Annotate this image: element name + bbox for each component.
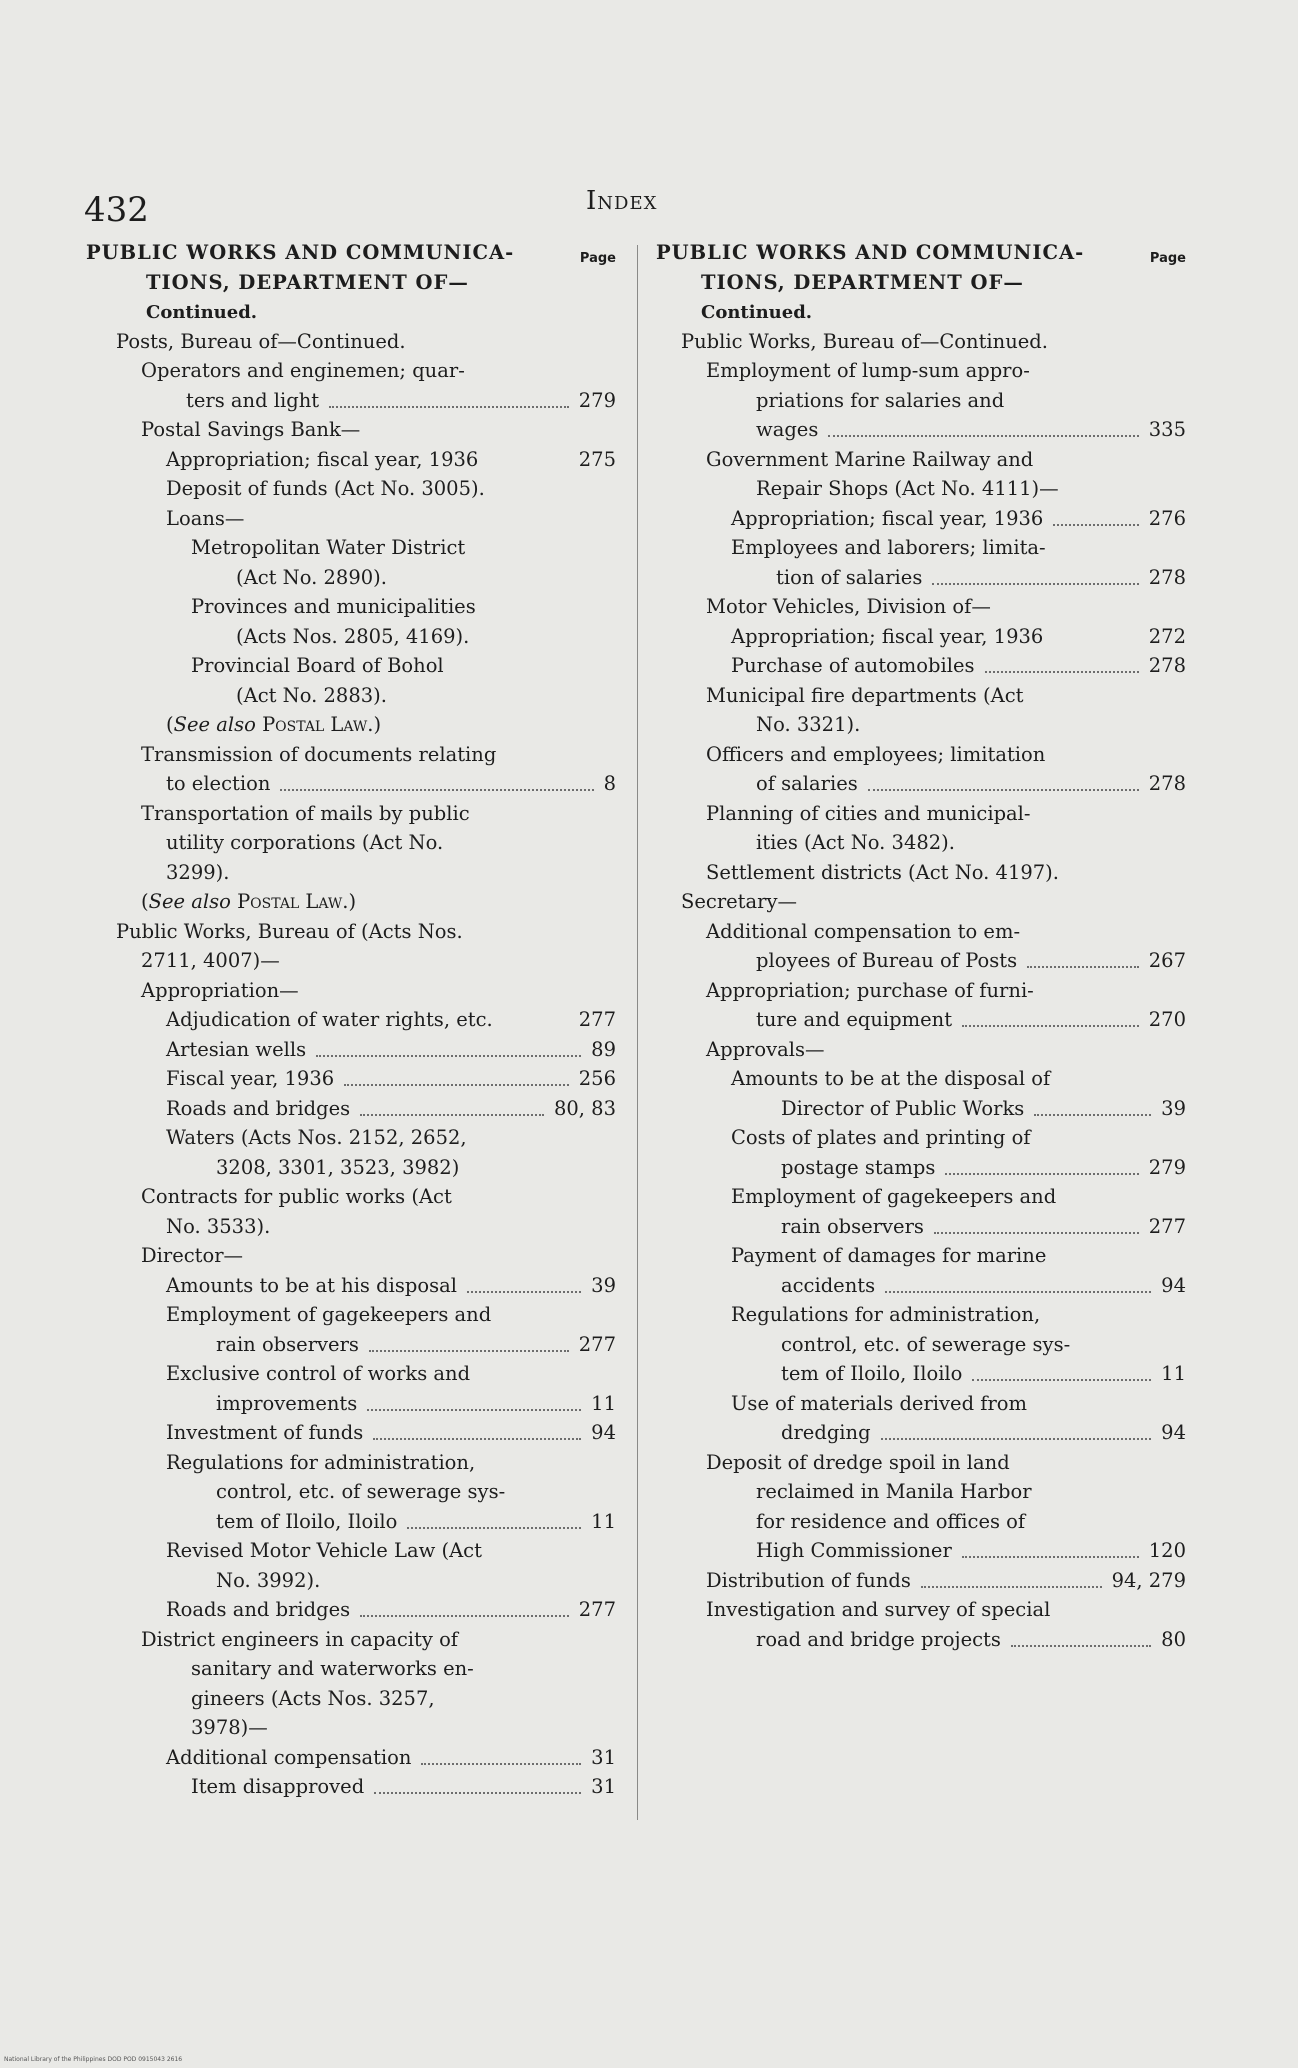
page-reference: 277: [578, 1598, 616, 1621]
index-line: [656, 592, 1186, 622]
dot-leader: [467, 1291, 581, 1293]
index-line: [656, 828, 1186, 858]
page-reference: 256: [578, 1067, 616, 1090]
entry-text: ployees of Bureau of Posts: [756, 949, 1018, 972]
entry-text: Employment of gagekeepers and: [731, 1185, 1057, 1208]
entry-text: Investigation and survey of special: [706, 1598, 1051, 1621]
entry-text: Roads and bridges: [166, 1598, 351, 1621]
page-reference: 120: [1148, 1539, 1186, 1562]
entry-text: 3978)—: [191, 1716, 268, 1739]
entry-text: utility corporations (Act No.: [166, 831, 444, 854]
index-line: [656, 1566, 1186, 1596]
entry-text: Continued.: [701, 302, 813, 323]
entry-text: Repair Shops (Act No. 4111)—: [756, 477, 1059, 500]
index-line: [656, 268, 1186, 298]
entry-text: tem of Iloilo, Iloilo: [216, 1509, 398, 1533]
index-line: [86, 563, 616, 593]
index-line: [656, 1536, 1186, 1566]
index-line: [86, 1684, 616, 1714]
entry-text: (Acts Nos. 2805, 4169).: [236, 624, 470, 648]
scan-footer: National Library of the Philippines DOD POD 0915043 2616: [4, 2056, 183, 2063]
index-line: [86, 1595, 616, 1625]
index-line: [656, 1005, 1186, 1035]
index-line: [86, 1153, 616, 1183]
entry-text: No. 3321).: [756, 713, 861, 736]
dot-leader: [962, 1556, 1139, 1558]
entry-text: Distribution of funds: [706, 1568, 911, 1592]
dot-leader: [934, 1232, 1139, 1234]
index-line: [86, 651, 616, 681]
index-line: [656, 1389, 1186, 1419]
entry-text: TIONS, DEPARTMENT OF—: [701, 270, 1024, 294]
page-reference: 39: [1161, 1096, 1186, 1120]
index-line: [656, 917, 1186, 947]
dot-leader: [316, 1055, 581, 1057]
entry-text: Item disapproved: [191, 1775, 365, 1798]
index-line: [656, 386, 1186, 416]
index-line: [656, 356, 1186, 386]
index-line: [656, 1477, 1186, 1507]
entry-text: Settlement districts (Act No. 4197).: [706, 860, 1059, 884]
entry-text: Motor Vehicles, Division of—: [706, 595, 991, 618]
dot-leader: [868, 789, 1139, 791]
index-line: [86, 1212, 616, 1242]
index-line: [656, 740, 1186, 770]
index-line: [656, 946, 1186, 976]
index-line: [656, 1625, 1186, 1655]
index-line: [86, 740, 616, 770]
index-line: [86, 1300, 616, 1330]
index-line: [86, 828, 616, 858]
dot-leader: [1027, 966, 1139, 968]
index-line: [656, 1064, 1186, 1094]
entry-text: for residence and offices of: [756, 1509, 1026, 1533]
entry-text: Additional compensation: [166, 1745, 412, 1769]
entry-text: Operators and enginemen; quar-: [141, 359, 465, 382]
index-line: [656, 976, 1186, 1006]
entry-text: High Commissioner: [756, 1539, 952, 1562]
entry-text: Approvals—: [706, 1037, 825, 1061]
index-line: [656, 1182, 1186, 1212]
entry-text: postage stamps: [781, 1155, 936, 1179]
index-line: [86, 474, 616, 504]
index-line: [86, 1625, 616, 1655]
entry-text: Secretary—: [681, 890, 797, 913]
index-line: [656, 1271, 1186, 1301]
index-line: [86, 681, 616, 711]
page-reference: 11: [591, 1391, 616, 1415]
index-line: [86, 592, 616, 622]
page-reference: 278: [1148, 772, 1186, 795]
entry-text: PUBLIC WORKS AND COMMUNICA-: [86, 241, 515, 264]
dot-leader: [985, 671, 1139, 673]
index-line: [656, 327, 1186, 357]
dot-leader: [373, 1438, 581, 1440]
page-reference: 272: [1148, 624, 1186, 648]
entry-text: Additional compensation to em-: [706, 919, 1021, 943]
page-reference: 94, 279: [1111, 1568, 1186, 1592]
entry-text: Artesian wells: [166, 1037, 307, 1061]
dot-leader: [1053, 524, 1139, 526]
index-line: [86, 917, 616, 947]
index-line: [86, 445, 616, 475]
entry-text: 3208, 3301, 3523, 3982): [216, 1155, 460, 1179]
entry-text: sanitary and waterworks en-: [191, 1657, 474, 1680]
entry-text: ities (Act No. 3482).: [756, 831, 955, 854]
index-line: [656, 1123, 1186, 1153]
entry-text: improvements: [216, 1391, 358, 1415]
entry-text: Director—: [141, 1244, 244, 1267]
index-line: [86, 1448, 616, 1478]
entry-text: Appropriation; fiscal year, 1936: [731, 624, 1044, 648]
page-column-heading: Page: [1149, 251, 1186, 266]
index-line: [86, 533, 616, 563]
entry-text: Amounts to be at the disposal of: [731, 1067, 1051, 1090]
index-line: [86, 769, 616, 799]
dot-leader: [881, 1438, 1151, 1440]
entry-text: rain observers: [781, 1214, 924, 1238]
entry-text: Appropriation; purchase of furni-: [706, 978, 1034, 1002]
entry-text: Public Works, Bureau of (Acts Nos.: [116, 919, 463, 943]
index-line: [86, 268, 616, 298]
page-reference: 8: [603, 772, 616, 795]
index-line: [656, 297, 1186, 327]
column-divider: [637, 245, 638, 1820]
dot-leader: [932, 583, 1139, 585]
dot-leader: [885, 1291, 1151, 1293]
running-head: Index: [586, 186, 658, 216]
entry-text: No. 3533).: [166, 1214, 271, 1238]
dot-leader: [921, 1586, 1102, 1588]
entry-text: Payment of damages for marine: [731, 1244, 1047, 1267]
entry-text: control, etc. of sewerage sys-: [781, 1332, 1071, 1356]
index-line: [86, 858, 616, 888]
entry-text: road and bridge projects: [756, 1627, 1001, 1651]
page-reference: 278: [1148, 654, 1186, 677]
page-reference: 31: [591, 1775, 616, 1798]
index-line: [656, 1418, 1186, 1448]
index-line: [656, 238, 1186, 268]
index-line: [86, 946, 616, 976]
index-line: [86, 1064, 616, 1094]
page-reference: 94: [1161, 1273, 1186, 1297]
entry-text: Loans—: [166, 506, 245, 530]
entry-text: control, etc. of sewerage sys-: [216, 1480, 506, 1503]
index-line: [656, 1507, 1186, 1537]
index-line: [86, 1389, 616, 1419]
index-line: [86, 1507, 616, 1537]
entry-text: Purchase of automobiles: [731, 654, 975, 677]
index-line: [656, 858, 1186, 888]
entry-text: Director of Public Works: [781, 1096, 1025, 1120]
entry-text: tion of salaries: [776, 565, 923, 589]
index-line: [86, 1241, 616, 1271]
page-reference: 80: [1161, 1627, 1186, 1651]
entry-text: 2711, 4007)—: [141, 949, 280, 972]
index-line: [656, 533, 1186, 563]
entry-text: Government Marine Railway and: [706, 447, 1034, 471]
entry-text: Investment of funds: [166, 1421, 364, 1444]
page-reference: 270: [1148, 1008, 1186, 1031]
page-number: 432: [84, 190, 149, 230]
index-line: [656, 887, 1186, 917]
entry-text: to election: [166, 772, 271, 795]
index-line: [86, 1094, 616, 1124]
dot-leader: [280, 789, 594, 791]
dot-leader: [407, 1527, 581, 1529]
index-line: [656, 1330, 1186, 1360]
index-line: [656, 681, 1186, 711]
index-line: [86, 1713, 616, 1743]
index-line: [656, 563, 1186, 593]
dot-leader: [360, 1114, 544, 1116]
entry-text: Continued.: [146, 302, 258, 323]
index-line: [86, 710, 616, 740]
index-line: [656, 710, 1186, 740]
page-column-heading: Page: [579, 251, 616, 266]
page-reference: 276: [1148, 506, 1186, 530]
index-line: [86, 1477, 616, 1507]
index-line: [656, 1359, 1186, 1389]
entry-text: Use of materials derived from: [731, 1391, 1028, 1415]
entry-text: Transmission of documents relating: [141, 742, 497, 766]
entry-text: Appropriation; fiscal year, 1936: [166, 447, 479, 471]
entry-text: (See also Postal Law.): [166, 713, 382, 736]
entry-text: Exclusive control of works and: [166, 1362, 471, 1385]
index-line: [86, 1772, 616, 1802]
page-reference: 267: [1148, 949, 1186, 972]
index-column-right: [656, 238, 1186, 1654]
entry-text: Adjudication of water rights, etc.: [166, 1008, 493, 1031]
index-line: [86, 1182, 616, 1212]
dot-leader: [374, 1792, 581, 1794]
entry-text: Appropriation—: [141, 978, 299, 1002]
entry-text: ture and equipment: [756, 1008, 953, 1031]
page-reference: 277: [578, 1008, 616, 1031]
entry-text: PUBLIC WORKS AND COMMUNICA-: [656, 241, 1085, 264]
dot-leader: [945, 1173, 1139, 1175]
entry-text: (See also Postal Law.): [141, 890, 357, 913]
entry-text: Provinces and municipalities: [191, 595, 476, 618]
entry-text: gineers (Acts Nos. 3257,: [191, 1686, 435, 1710]
entry-text: Transportation of mails by public: [141, 801, 470, 825]
index-line: [86, 976, 616, 1006]
index-line: [86, 1566, 616, 1596]
index-line: [86, 1123, 616, 1153]
index-line: [86, 327, 616, 357]
entry-text: Municipal fire departments (Act: [706, 683, 1024, 707]
index-line: [656, 474, 1186, 504]
index-line: [656, 1241, 1186, 1271]
entry-text: priations for salaries and: [756, 388, 1005, 412]
page-reference: 278: [1148, 565, 1186, 589]
index-line: [86, 1536, 616, 1566]
index-line: [656, 504, 1186, 534]
entry-text: (Act No. 2890).: [236, 565, 387, 589]
page-reference: 80, 83: [553, 1096, 616, 1120]
page-reference: 11: [1161, 1362, 1186, 1385]
entry-text: Amounts to be at his disposal: [166, 1273, 457, 1297]
entry-text: 3299).: [166, 860, 230, 884]
index-line: [86, 1418, 616, 1448]
entry-text: Appropriation; fiscal year, 1936: [731, 506, 1044, 530]
index-line: [86, 799, 616, 829]
dot-leader: [828, 435, 1139, 437]
entry-text: Waters (Acts Nos. 2152, 2652,: [166, 1126, 467, 1149]
dot-leader: [962, 1025, 1139, 1027]
entry-text: wages: [756, 418, 819, 441]
entry-text: Deposit of funds (Act No. 3005).: [166, 477, 485, 500]
page-reference: 335: [1148, 418, 1186, 441]
index-line: [656, 799, 1186, 829]
entry-text: District engineers in capacity of: [141, 1627, 459, 1651]
page-reference: 279: [578, 388, 616, 412]
entry-text: Officers and employees; limitation: [706, 742, 1046, 766]
dot-leader: [1034, 1114, 1151, 1116]
entry-text: Employment of lump-sum appro-: [706, 359, 1030, 382]
index-line: [656, 415, 1186, 445]
entry-text: rain observers: [216, 1332, 359, 1356]
index-line: [656, 1094, 1186, 1124]
entry-text: No. 3992).: [216, 1568, 321, 1592]
page-reference: 94: [591, 1421, 616, 1444]
dot-leader: [369, 1350, 569, 1352]
index-line: [86, 1271, 616, 1301]
entry-text: dredging: [781, 1421, 871, 1444]
index-line: [86, 1330, 616, 1360]
page-reference: 31: [591, 1745, 616, 1769]
entry-text: reclaimed in Manila Harbor: [756, 1480, 1032, 1503]
index-line: [86, 1654, 616, 1684]
entry-text: Deposit of dredge spoil in land: [706, 1450, 1010, 1474]
index-line: [86, 1005, 616, 1035]
index-line: [86, 1743, 616, 1773]
page-reference: 11: [591, 1509, 616, 1533]
entry-text: Employment of gagekeepers and: [166, 1303, 492, 1326]
index-line: [86, 504, 616, 534]
entry-text: Regulations for administration,: [166, 1450, 476, 1474]
index-line: [86, 297, 616, 327]
index-line: [86, 238, 616, 268]
index-line: [656, 651, 1186, 681]
page-reference: 279: [1148, 1155, 1186, 1179]
index-line: [86, 386, 616, 416]
entry-text: TIONS, DEPARTMENT OF—: [146, 270, 469, 294]
index-line: [86, 887, 616, 917]
entry-text: Posts, Bureau of—Continued.: [116, 329, 406, 353]
index-line: [86, 1359, 616, 1389]
index-line: [86, 415, 616, 445]
entry-text: Regulations for administration,: [731, 1303, 1041, 1326]
index-line: [656, 769, 1186, 799]
entry-text: (Act No. 2883).: [236, 683, 387, 707]
page-reference: 89: [591, 1037, 616, 1061]
index-line: [86, 356, 616, 386]
index-column-left: [86, 238, 616, 1802]
entry-text: Public Works, Bureau of—Continued.: [681, 329, 1048, 353]
entry-text: Postal Savings Bank—: [141, 418, 361, 441]
entry-text: Costs of plates and printing of: [731, 1126, 1031, 1149]
entry-text: Employees and laborers; limita-: [731, 536, 1046, 559]
entry-text: Provincial Board of Bohol: [191, 654, 444, 677]
index-line: [656, 622, 1186, 652]
entry-text: tem of Iloilo, Iloilo: [781, 1362, 963, 1385]
index-line: [656, 445, 1186, 475]
page-reference: 275: [578, 447, 616, 471]
entry-text: ters and light: [186, 388, 320, 412]
index-line: [656, 1595, 1186, 1625]
page-reference: 94: [1161, 1421, 1186, 1444]
index-line: [656, 1212, 1186, 1242]
index-line: [86, 622, 616, 652]
entry-text: Planning of cities and municipal-: [706, 801, 1031, 825]
index-line: [656, 1035, 1186, 1065]
index-line: [656, 1448, 1186, 1478]
page-reference: 277: [1148, 1214, 1186, 1238]
entry-text: Fiscal year, 1936: [166, 1067, 335, 1090]
entry-text: of salaries: [756, 772, 858, 795]
entry-text: accidents: [781, 1273, 876, 1297]
page-reference: 277: [578, 1332, 616, 1356]
index-line: [656, 1300, 1186, 1330]
dot-leader: [344, 1084, 569, 1086]
dot-leader: [1011, 1645, 1151, 1647]
entry-text: Revised Motor Vehicle Law (Act: [166, 1539, 482, 1562]
dot-leader: [367, 1409, 581, 1411]
index-line: [656, 1153, 1186, 1183]
entry-text: Contracts for public works (Act: [141, 1185, 452, 1208]
dot-leader: [972, 1379, 1151, 1381]
index-line: [86, 1035, 616, 1065]
entry-text: Roads and bridges: [166, 1096, 351, 1120]
dot-leader: [421, 1763, 581, 1765]
page-reference: 39: [591, 1273, 616, 1297]
dot-leader: [329, 406, 569, 408]
dot-leader: [360, 1615, 569, 1617]
entry-text: Metropolitan Water District: [191, 536, 466, 559]
